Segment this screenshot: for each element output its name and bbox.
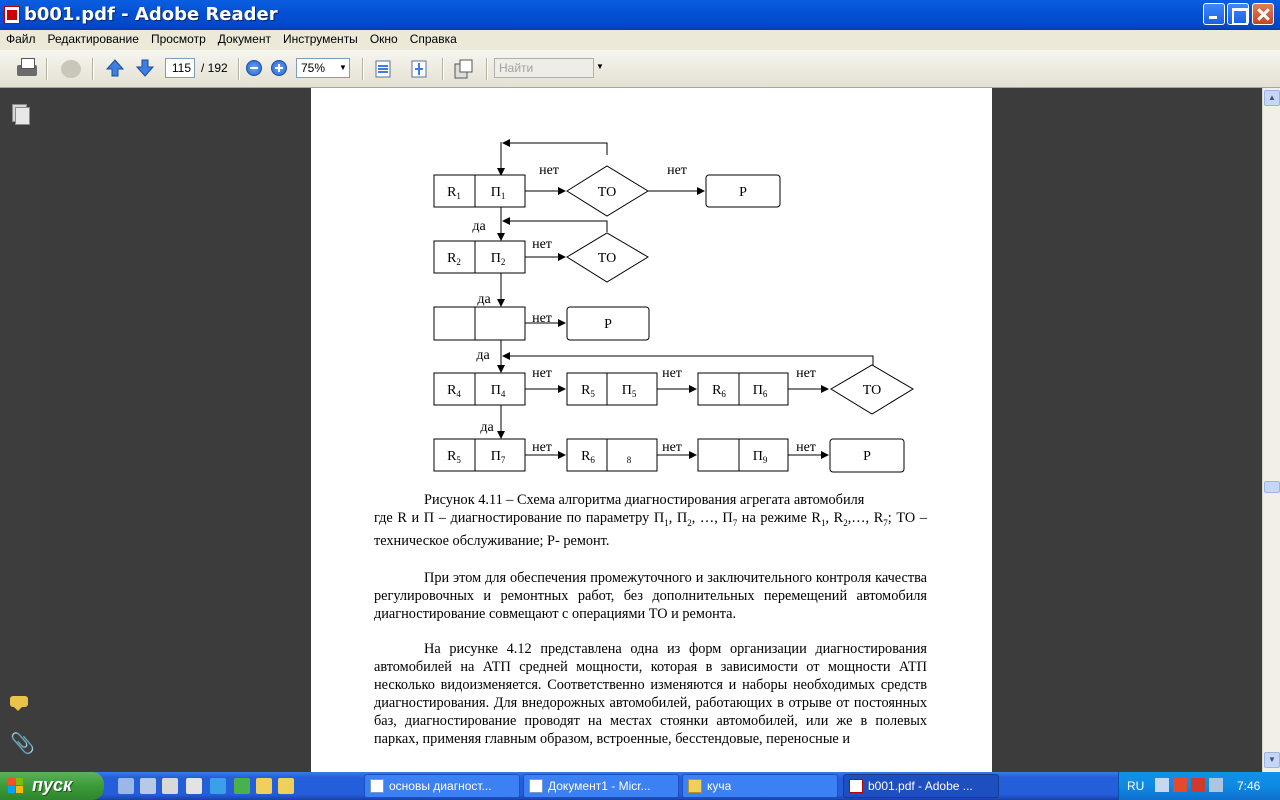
toolbar-separator	[238, 58, 240, 80]
menu-window[interactable]: Окно	[369, 32, 398, 46]
taskbar-item-label: куча	[707, 779, 732, 793]
fit-width-icon[interactable]	[372, 58, 394, 80]
edge-label-no: нет	[662, 366, 682, 381]
edge-label-no: нет	[662, 440, 682, 455]
maximize-button[interactable]	[1227, 3, 1249, 25]
attachments-icon[interactable]: 📎	[10, 733, 35, 755]
diagram-cell-label: $П_2$	[490, 251, 506, 267]
close-button[interactable]	[1252, 3, 1274, 25]
comments-icon[interactable]	[10, 694, 30, 714]
menu-bar	[0, 30, 1280, 50]
zoom-out-button[interactable]	[246, 60, 262, 76]
folder-icon[interactable]	[278, 778, 294, 794]
page-number-input[interactable]: 115	[165, 58, 195, 78]
edge-label-yes: да	[472, 219, 486, 234]
caption-text: R	[873, 510, 884, 526]
maintenance-node-label: ТО	[862, 383, 882, 398]
windows-taskbar	[0, 772, 1280, 800]
scroll-thumb[interactable]	[1264, 481, 1280, 493]
edge-label-no: нет	[532, 440, 552, 455]
window-title: b001.pdf - Adobe Reader	[24, 4, 278, 25]
navigation-panel	[0, 88, 40, 772]
tray-k-icon[interactable]	[1191, 778, 1205, 792]
figure-caption-body: где R и П – диагностирование по параметру $П_1$, $П_2$, …, $П_7$ на режиме $R_1$, $R_2,\dots$, $R_7$; ТО – техническое обслуживание; Р- ремонт.	[374, 510, 927, 549]
repair-node-label: Р	[739, 185, 747, 200]
page-total: / 192	[201, 61, 228, 75]
quicklaunch-icon[interactable]	[118, 778, 134, 794]
taskbar-item[interactable]	[682, 774, 838, 798]
repair-node-label: Р	[604, 317, 612, 332]
repair-node-label: Р	[863, 449, 871, 464]
taskbar-item-label: Документ1 - Micr...	[548, 779, 651, 793]
menu-help[interactable]: Справка	[409, 32, 457, 46]
edge-label-no: нет	[667, 163, 687, 178]
next-page-button[interactable]	[134, 57, 156, 81]
diagram-cell-label: $R_2$	[447, 251, 461, 267]
fit-page-icon[interactable]	[408, 58, 430, 80]
taskbar-item[interactable]	[843, 774, 999, 798]
language-indicator[interactable]: RU	[1127, 779, 1145, 793]
quicklaunch-icon[interactable]	[234, 778, 250, 794]
body-paragraph: На рисунке 4.12 представлена одна из форм организации диагностирования автомобилей на АТП средней мощности, которая в зависимости от мощности АТП несколько видоизменяется. Соответственно изменяются и наборы необходимых средств диагностирования. Для внедорожных автомобилей, работающих в отрыве от постоянных баз, диагностирование проводят на местах стоянки автомобилей, или же в полевых парках, применяя главным образом, встроенные, бесстендовые, переносные и	[374, 641, 927, 747]
search-input[interactable]: Найти	[494, 58, 594, 78]
edge-label-no: нет	[796, 440, 816, 455]
vertical-scrollbar[interactable]	[1262, 88, 1280, 772]
toolbar-separator	[442, 58, 444, 80]
diagram-cell-label: $П_5$	[621, 383, 637, 399]
edge-label-no: нет	[532, 237, 552, 252]
caption-text: где R и П – диагностирование по параметру П	[374, 510, 665, 526]
toolbar-separator	[486, 58, 488, 80]
maintenance-node-label: ТО	[597, 185, 617, 200]
edge-label-yes: да	[476, 348, 490, 363]
figure-caption-title: Рисунок 4.11 – Схема алгоритма диагностирования агрегата автомобиля	[424, 492, 865, 508]
edge-label-no: нет	[532, 366, 552, 381]
document-tools-icon[interactable]	[452, 58, 474, 80]
windows-logo-icon	[8, 778, 24, 794]
quicklaunch-icon[interactable]	[140, 778, 156, 794]
diagram-cell-label: $П_6$	[752, 383, 768, 399]
folder-icon[interactable]	[256, 778, 272, 794]
word-doc-icon	[370, 779, 384, 793]
diagram-cell-label: $R_1$	[447, 185, 461, 201]
scroll-down-button[interactable]: ▼	[1264, 752, 1280, 768]
diagram-cell-label: $R_5$	[447, 449, 461, 465]
volume-icon[interactable]	[1209, 778, 1223, 792]
taskbar-item[interactable]	[364, 774, 520, 798]
toolbar-separator	[46, 58, 48, 80]
clock: 7:46	[1237, 779, 1261, 793]
diagram-cell-label: $R_6$	[581, 449, 595, 465]
toolbar-separator	[362, 58, 364, 80]
figure-caption	[374, 491, 927, 550]
taskbar-item-label: основы диагност...	[389, 779, 492, 793]
adobe-reader-icon	[4, 6, 20, 24]
menu-tools[interactable]: Инструменты	[282, 32, 358, 46]
edge-label-no: нет	[532, 311, 552, 326]
word-doc-icon	[529, 779, 543, 793]
folder-icon	[688, 779, 702, 793]
quicklaunch-icon[interactable]	[186, 778, 202, 794]
diagram-cell-label: $П_4$	[490, 383, 506, 399]
print-icon[interactable]	[14, 57, 40, 81]
menu-edit[interactable]: Редактирование	[47, 32, 139, 46]
taskbar-item-label: b001.pdf - Adobe ...	[868, 779, 973, 793]
edge-label-no: нет	[796, 366, 816, 381]
minimize-button[interactable]	[1203, 3, 1225, 25]
quicklaunch-icon[interactable]	[162, 778, 178, 794]
edge-label-no: нет	[539, 163, 559, 178]
menu-file[interactable]: Файл	[6, 32, 36, 46]
body-paragraph: При этом для обеспечения промежуточного и заключительного контроля качества регулировочных и ремонтных работ, без дополнительных перемещений автомобиля диагностирование совмещают с операциями ТО и ремонта.	[374, 570, 927, 622]
zoom-select[interactable]	[296, 58, 350, 78]
email-icon[interactable]	[58, 57, 84, 81]
title-bar	[0, 0, 1280, 30]
previous-page-button[interactable]	[104, 57, 126, 81]
document-area	[40, 88, 1262, 772]
edge-label-yes: да	[480, 420, 494, 435]
diagram-cell-label: $П_7$	[490, 449, 506, 465]
maintenance-node-label: ТО	[597, 251, 617, 266]
zoom-in-button[interactable]	[271, 60, 287, 76]
diagram-cell-label: $R_6$	[712, 383, 726, 399]
diagram-cell-label: $П_9$	[752, 449, 768, 465]
chevron-down-icon[interactable]: ▼	[339, 63, 347, 72]
diagram-cell-label: $П_1$	[490, 185, 506, 201]
taskbar-item[interactable]	[523, 774, 679, 798]
start-button[interactable]	[0, 772, 104, 800]
diagram-cell-label: $R_5$	[581, 383, 595, 399]
caption-text: ; ТО – техническое обслуживание; Р- ремонт.	[374, 510, 927, 549]
pages-icon[interactable]	[10, 104, 30, 124]
toolbar-separator	[92, 58, 94, 80]
network-icon[interactable]	[1155, 778, 1169, 792]
pdf-icon	[849, 779, 863, 793]
start-label: пуск	[32, 775, 73, 795]
menu-document[interactable]: Документ	[217, 32, 271, 46]
scroll-up-button[interactable]: ▲	[1264, 90, 1280, 106]
pdf-page	[311, 88, 992, 772]
flowchart-diagram	[311, 88, 992, 488]
edge-label-yes: да	[477, 292, 491, 307]
system-tray	[1118, 772, 1280, 800]
diagram-cell-label: $R_4$	[447, 383, 461, 399]
search-dropdown-icon[interactable]: ▼	[596, 62, 604, 71]
zoom-value: 75%	[301, 61, 326, 75]
diagram-cell-label: 8	[626, 455, 632, 465]
menu-view[interactable]: Просмотр	[150, 32, 206, 46]
antivirus-icon[interactable]	[1173, 778, 1187, 792]
quicklaunch-icon[interactable]	[210, 778, 226, 794]
